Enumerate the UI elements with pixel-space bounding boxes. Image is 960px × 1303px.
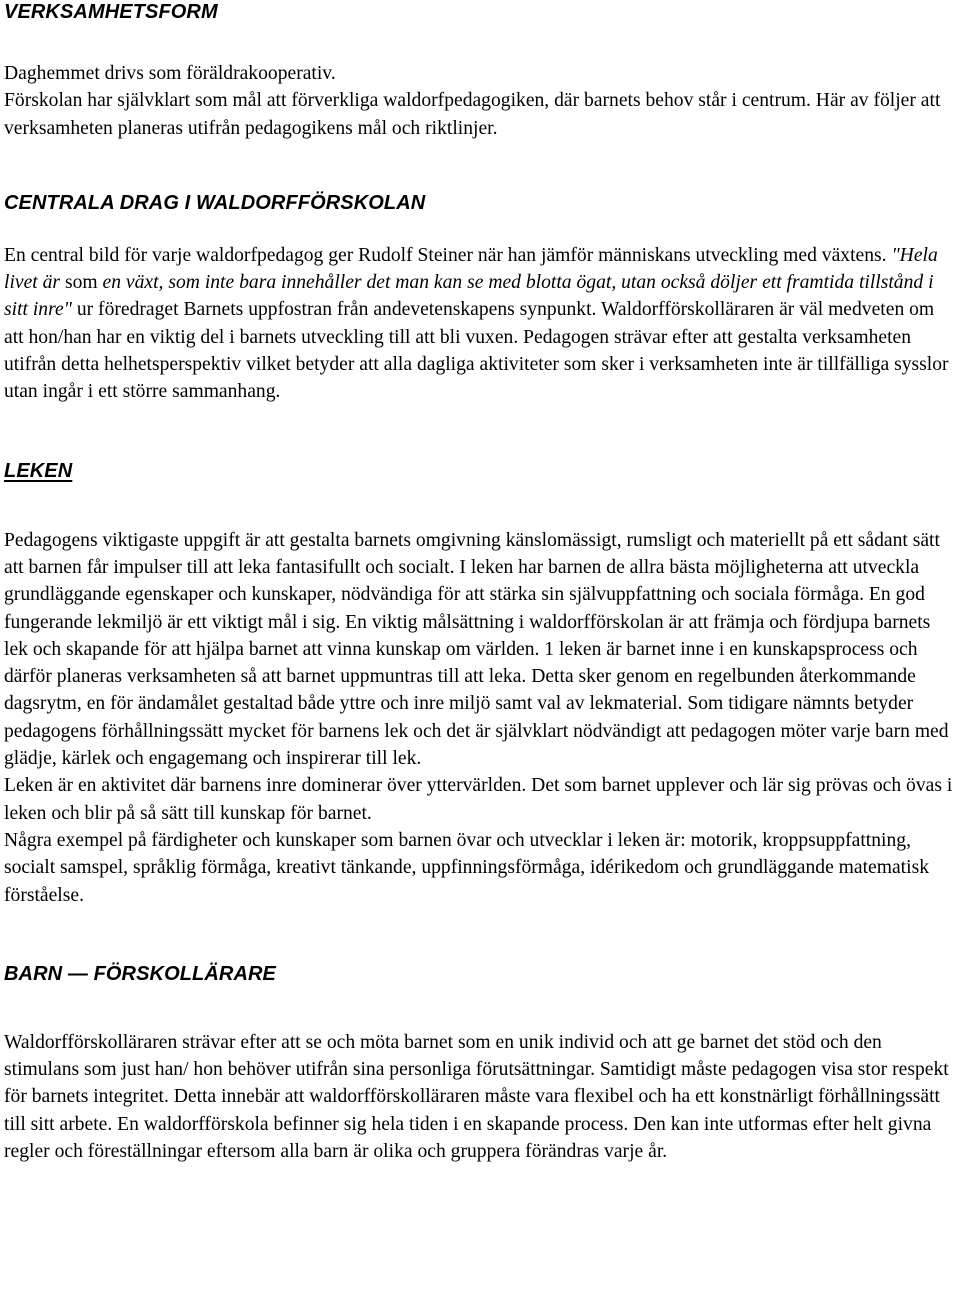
quote-word: som xyxy=(64,272,98,294)
quote-part-b: en växt, som inte bara innehåller det man kan se med blotta ögat, utan också döljer ett framtida tillstånd i sitt inre" xyxy=(4,272,934,321)
paragraph: Några exempel på färdigheter och kunskaper som barnen övar och utvecklar i leken är: motorik, kroppsuppfattning, socialt samspel, språklig förmåga, kreativt tänkande, uppfinningsförmåga, idérikedom och grundläggande matematisk förståelse. xyxy=(4,829,929,906)
section-verksamhetsform-body xyxy=(4,60,956,142)
quote-part-a: "Hela livet är xyxy=(4,244,938,294)
section-leken-body xyxy=(4,527,956,909)
paragraph: Waldorfförskolläraren strävar efter att se och möta barnet som en unik individ och att ge barnet det stöd och den stimulans som just han/ hon behöver utifrån sina personliga förutsättningar. Samtidigt måste pedagogen visa stor respekt för barnets integritet. Detta innebär att waldorfförskolläraren måste vara flexibel och ha ett konstnärligt förhållningssätt till sitt arbete. En waldorfförskola befinner sig hela tiden i en skapande process. Den kan inte utformas efter helt givna regler och föreställningar eftersom alla barn är olika och gruppera förändras varje år. xyxy=(4,1031,949,1163)
paragraph: Leken är en aktivitet där barnens inre dominerar över yttervärlden. Det som barnet upplever och lär sig prövas och övas i leken och blir på så sätt till kunskap för barnet. xyxy=(4,775,953,824)
heading-leken: LEKEN xyxy=(4,459,73,482)
paragraph-intro: En central bild för varje waldorfpedagog ger Rudolf Steiner när han jämför människans utveckling med växtens. xyxy=(4,244,892,266)
paragraph: Förskolan har självklart som mål att förverkliga waldorfpedagogiken, där barnets behov står i centrum. Här av följer att verksamheten planeras utifrån pedagogikens mål och riktlinjer. xyxy=(4,90,941,139)
heading-barn-forskollarare: BARN — FÖRSKOLLÄRARE xyxy=(4,962,276,985)
paragraph-rest: ur föredraget Barnets uppfostran från andevetenskapens synpunkt. Waldorfförskolläraren är väl medveten om att hon/han har en viktig del i barnets utveckling till att bli vuxen. Pedagogen strävar efter att gestalta verksamheten utifrån detta helhetsperspektiv vilket betyder att alla dagliga aktiviteter som sker i verksamheten inte är tillfälliga sysslor utan ingår i ett större sammanhang. xyxy=(4,299,949,403)
heading-centrala-drag: CENTRALA DRAG I WALDORFFÖRSKOLAN xyxy=(4,191,426,214)
paragraph: Pedagogens viktigaste uppgift är att gestalta barnets omgivning känslomässigt, rumsligt och materiellt på ett sådant sätt att barnen får impulser till att leka fantasifullt och socialt. I leken har barnen de allra bästa möjligheterna att utveckla grundläggande egenskaper och kunskaper, nödvändiga för att stärka sin självuppfattning och sociala förmåga. En god fungerande lekmiljö är ett viktigt mål i sig. En viktig målsättning i waldorfförskolan är att främja och fördjupa barnets lek och skapande för att hjälpa barnet att vinna kunskap om världen. 1 leken är barnet inne i en kunskapsprocess och därför planeras verksamheten så att barnet uppmuntras till att leka. Detta sker genom en regelbunden återkommande dagsrytm, en för ändamålet gestaltad både yttre och inre miljö samt val av lekmaterial. Som tidigare nämnts betyder pedagogens förhållningssätt mycket för barnens lek och det är självklart nödvändigt att pedagogen möter varje barn med glädje, kärlek och engagemang och inspirerar till lek. xyxy=(4,529,949,770)
document-page xyxy=(4,0,956,1165)
heading-verksamhetsform: VERKSAMHETSFORM xyxy=(4,1,218,23)
paragraph: Daghemmet drivs som föräldrakooperativ. xyxy=(4,63,336,84)
section-centrala-drag-body xyxy=(4,242,956,406)
section-barn-forskollarare-body xyxy=(4,1029,956,1165)
